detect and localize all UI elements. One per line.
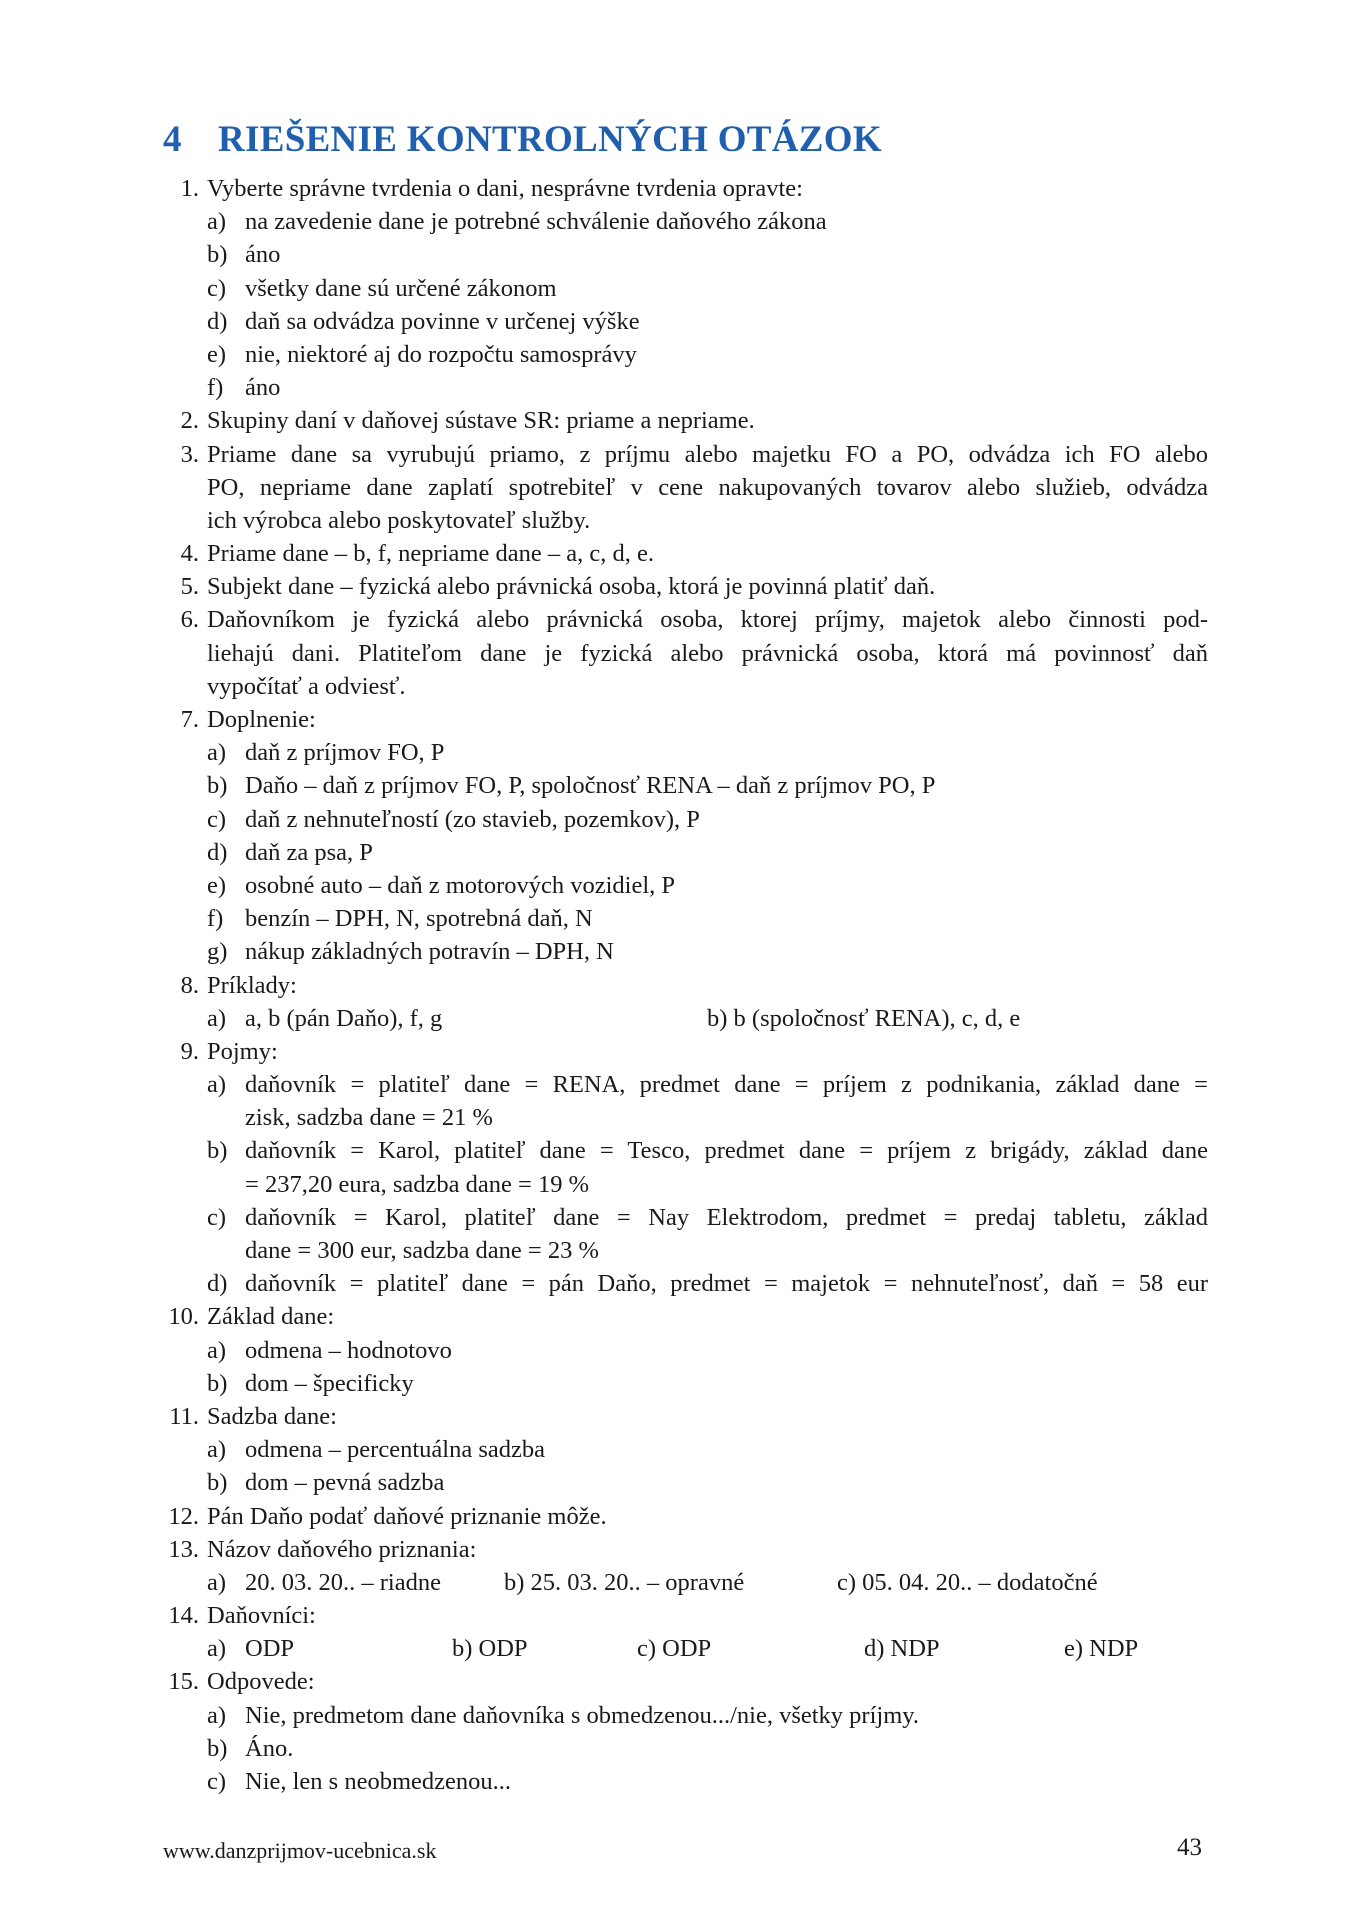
text-line <box>163 1732 1208 1765</box>
sub-item-letter: b) <box>207 241 228 269</box>
footer-url: www.danzprijmov-ucebnica.sk <box>163 1838 437 1863</box>
item-text: odmena – hodnotovo <box>245 1336 452 1364</box>
item-text: zisk, sadzba dane = 21 % <box>245 1104 493 1132</box>
item-text: benzín – DPH, N, spotrebná daň, N <box>245 905 593 933</box>
sub-item-letter: c) <box>207 1768 227 1795</box>
text-line <box>163 570 1208 603</box>
item-number: 15. <box>168 1668 199 1696</box>
item-text: a, b (pán Daňo), f, g <box>245 1004 443 1032</box>
text-line <box>163 1334 1208 1367</box>
item-text: daňovník = platiteľ dane = pán Daňo, predmet = majetok = nehnuteľnosť, daň = 58 eur <box>245 1270 1208 1298</box>
sub-item-letter: d) <box>207 1270 228 1298</box>
text-line <box>163 1068 1208 1101</box>
sub-item-letter: c) <box>207 274 227 302</box>
item-text: vypočítať a odviesť. <box>207 672 406 700</box>
sub-item-letter: b) <box>207 772 228 800</box>
item-text: Skupiny daní v daňovej sústave SR: priame a nepriame. <box>207 407 755 435</box>
text-line <box>163 438 1208 471</box>
answer-list <box>163 172 1208 1798</box>
item-text: na zavedenie dane je potrebné schválenie daňového zákona <box>245 208 827 236</box>
item-text: Doplnenie: <box>207 706 316 733</box>
column-text: b) 25. 03. 20.. – opravné <box>504 1568 745 1596</box>
item-text: dane = 300 eur, sadzba dane = 23 % <box>245 1237 599 1264</box>
section-number: 4 <box>163 119 182 160</box>
text-line <box>163 1599 1208 1632</box>
item-text: ODP <box>245 1635 295 1663</box>
item-number: 4. <box>180 540 199 568</box>
text-line <box>163 1533 1208 1566</box>
item-number: 9. <box>180 1037 199 1065</box>
text-line <box>163 935 1208 968</box>
item-text: odmena – percentuálna sadzba <box>245 1436 545 1464</box>
text-line <box>163 537 1208 570</box>
text-line <box>163 1665 1208 1698</box>
text-line <box>163 969 1208 1002</box>
text-line <box>163 1566 1208 1599</box>
item-text: daň z príjmov FO, P <box>245 739 445 767</box>
item-text: Základ dane: <box>207 1303 335 1331</box>
text-line <box>163 272 1208 305</box>
sub-item-letter: g) <box>207 938 228 966</box>
text-line <box>163 1101 1208 1134</box>
item-text: daňovník = Karol, platiteľ dane = Tesco, predmet dane = príjem z brigády, základ dane <box>245 1137 1208 1165</box>
item-text: Daňovníci: <box>207 1602 316 1630</box>
column-text: d) NDP <box>864 1635 940 1663</box>
item-text: Nie, len s neobmedzenou... <box>245 1768 512 1795</box>
sub-item-letter: b) <box>207 1369 228 1397</box>
text-line <box>163 1134 1208 1167</box>
text-line <box>163 205 1208 238</box>
text-line <box>163 637 1208 670</box>
sub-item-letter: a) <box>207 1568 227 1596</box>
sub-item-letter: b) <box>207 1734 228 1762</box>
text-line <box>163 769 1208 802</box>
column-text: b) b (spoločnosť RENA), c, d, e <box>707 1004 1021 1032</box>
sub-item-letter: c) <box>207 805 227 833</box>
sub-item-letter: b) <box>207 1137 228 1165</box>
column-text: e) NDP <box>1064 1635 1139 1663</box>
sub-item-letter: a) <box>207 1635 227 1663</box>
item-text: Priame dane – b, f, nepriame dane – a, c, d, e. <box>207 540 654 568</box>
text-line <box>163 1168 1208 1201</box>
item-text: všetky dane sú určené zákonom <box>245 274 557 302</box>
text-line <box>163 305 1208 338</box>
text-line <box>163 1002 1208 1035</box>
column-text: c) ODP <box>637 1635 712 1663</box>
item-number: 2. <box>180 407 199 435</box>
sub-item-letter: c) <box>207 1203 227 1231</box>
item-text: daň z nehnuteľností (zo stavieb, pozemkov), P <box>245 805 700 833</box>
item-number: 5. <box>180 573 199 601</box>
sub-item-letter: f) <box>207 374 224 402</box>
text-line <box>163 836 1208 869</box>
item-text: Pojmy: <box>207 1037 278 1065</box>
text-line <box>163 504 1208 537</box>
sub-item-letter: a) <box>207 1336 227 1364</box>
item-text: Odpovede: <box>207 1668 315 1696</box>
text-line <box>163 1400 1208 1433</box>
item-number: 8. <box>180 971 199 999</box>
item-text: áno <box>245 374 281 402</box>
text-line <box>163 1466 1208 1499</box>
item-text: ich výrobca alebo poskytovateľ služby. <box>207 506 591 534</box>
text-line <box>163 404 1208 437</box>
item-text: Sadzba dane: <box>207 1402 337 1430</box>
sub-item-letter: a) <box>207 1436 227 1464</box>
text-line <box>163 1267 1208 1300</box>
item-text: Áno. <box>245 1734 294 1762</box>
item-text: Priame dane sa vyrubujú priamo, z príjmu alebo majetku FO a PO, odvádza ich FO alebo <box>207 440 1208 468</box>
sub-item-letter: f) <box>207 905 224 933</box>
column-text: c) 05. 04. 20.. – dodatočné <box>837 1568 1098 1596</box>
text-line <box>163 371 1208 404</box>
sub-item-letter: d) <box>207 307 228 335</box>
section-title: RIEŠENIE KONTROLNÝCH OTÁZOK <box>218 119 882 160</box>
item-number: 6. <box>180 606 199 634</box>
item-number: 12. <box>168 1502 199 1530</box>
text-line <box>163 1632 1208 1665</box>
text-line <box>163 670 1208 703</box>
item-text: = 237,20 eura, sadzba dane = 19 % <box>245 1170 589 1198</box>
text-line <box>163 238 1208 271</box>
text-line <box>163 1367 1208 1400</box>
item-text: Pán Daňo podať daňové priznanie môže. <box>207 1502 607 1530</box>
item-text: daň sa odvádza povinne v určenej výške <box>245 307 640 335</box>
item-number: 10. <box>168 1303 199 1331</box>
text-line <box>163 736 1208 769</box>
sub-item-letter: a) <box>207 208 227 236</box>
item-number: 3. <box>180 440 199 468</box>
item-number: 1. <box>180 175 199 202</box>
section-heading <box>163 118 882 161</box>
text-line <box>163 1500 1208 1533</box>
item-text: daňovník = Karol, platiteľ dane = Nay Elektrodom, predmet = predaj tabletu, základ <box>245 1203 1208 1231</box>
item-text: liehajú dani. Platiteľom dane je fyzická alebo právnická osoba, ktorá má povinnosť daň <box>207 639 1208 667</box>
item-text: daňovník = platiteľ dane = RENA, predmet dane = príjem z podnikania, základ dane = <box>245 1071 1208 1099</box>
item-number: 14. <box>168 1602 199 1630</box>
item-text: 20. 03. 20.. – riadne <box>245 1568 441 1596</box>
text-line <box>163 1300 1208 1333</box>
item-text: nie, niektoré aj do rozpočtu samosprávy <box>245 340 637 368</box>
text-line <box>163 1035 1208 1068</box>
text-line <box>163 172 1208 205</box>
item-text: áno <box>245 241 281 269</box>
page-number: 43 <box>1177 1834 1202 1861</box>
item-text: Daňovníkom je fyzická alebo právnická osoba, ktorej príjmy, majetok alebo činnosti pod- <box>207 606 1208 634</box>
item-text: Názov daňového priznania: <box>207 1535 477 1563</box>
text-line <box>163 869 1208 902</box>
item-text: Subjekt dane – fyzická alebo právnická osoba, ktorá je povinná platiť daň. <box>207 573 936 601</box>
text-line <box>163 803 1208 836</box>
item-text: PO, nepriame dane zaplatí spotrebiteľ v cene nakupovaných tovarov alebo služieb, odvádza <box>207 473 1208 501</box>
item-number: 7. <box>180 706 199 733</box>
column-text: b) ODP <box>452 1635 528 1663</box>
sub-item-letter: e) <box>207 340 227 368</box>
text-line <box>163 703 1208 736</box>
item-text: dom – pevná sadzba <box>245 1469 445 1497</box>
text-line <box>163 471 1208 504</box>
text-line <box>163 603 1208 636</box>
text-line <box>163 1234 1208 1267</box>
text-line <box>163 1699 1208 1732</box>
sub-item-letter: a) <box>207 1071 227 1099</box>
item-text: Vyberte správne tvrdenia o dani, nesprávne tvrdenia opravte: <box>207 175 803 202</box>
sub-item-letter: a) <box>207 739 227 767</box>
item-text: Daňo – daň z príjmov FO, P, spoločnosť RENA – daň z príjmov PO, P <box>245 772 936 800</box>
item-text: nákup základných potravín – DPH, N <box>245 938 614 966</box>
sub-item-letter: d) <box>207 838 228 866</box>
text-line <box>163 1765 1208 1798</box>
sub-item-letter: b) <box>207 1469 228 1497</box>
sub-item-letter: e) <box>207 871 227 899</box>
text-line <box>163 902 1208 935</box>
text-line <box>163 1433 1208 1466</box>
text-line <box>163 338 1208 371</box>
item-text: Príklady: <box>207 971 297 999</box>
text-line <box>163 1201 1208 1234</box>
item-text: dom – špecificky <box>245 1369 414 1397</box>
sub-item-letter: a) <box>207 1004 227 1032</box>
sub-item-letter: a) <box>207 1701 227 1729</box>
item-text: daň za psa, P <box>245 838 373 866</box>
item-text: osobné auto – daň z motorových vozidiel, P <box>245 871 676 899</box>
item-number: 13. <box>168 1535 199 1563</box>
item-text: Nie, predmetom dane daňovníka s obmedzenou.../nie, všetky príjmy. <box>245 1701 920 1729</box>
item-number: 11. <box>169 1402 199 1430</box>
